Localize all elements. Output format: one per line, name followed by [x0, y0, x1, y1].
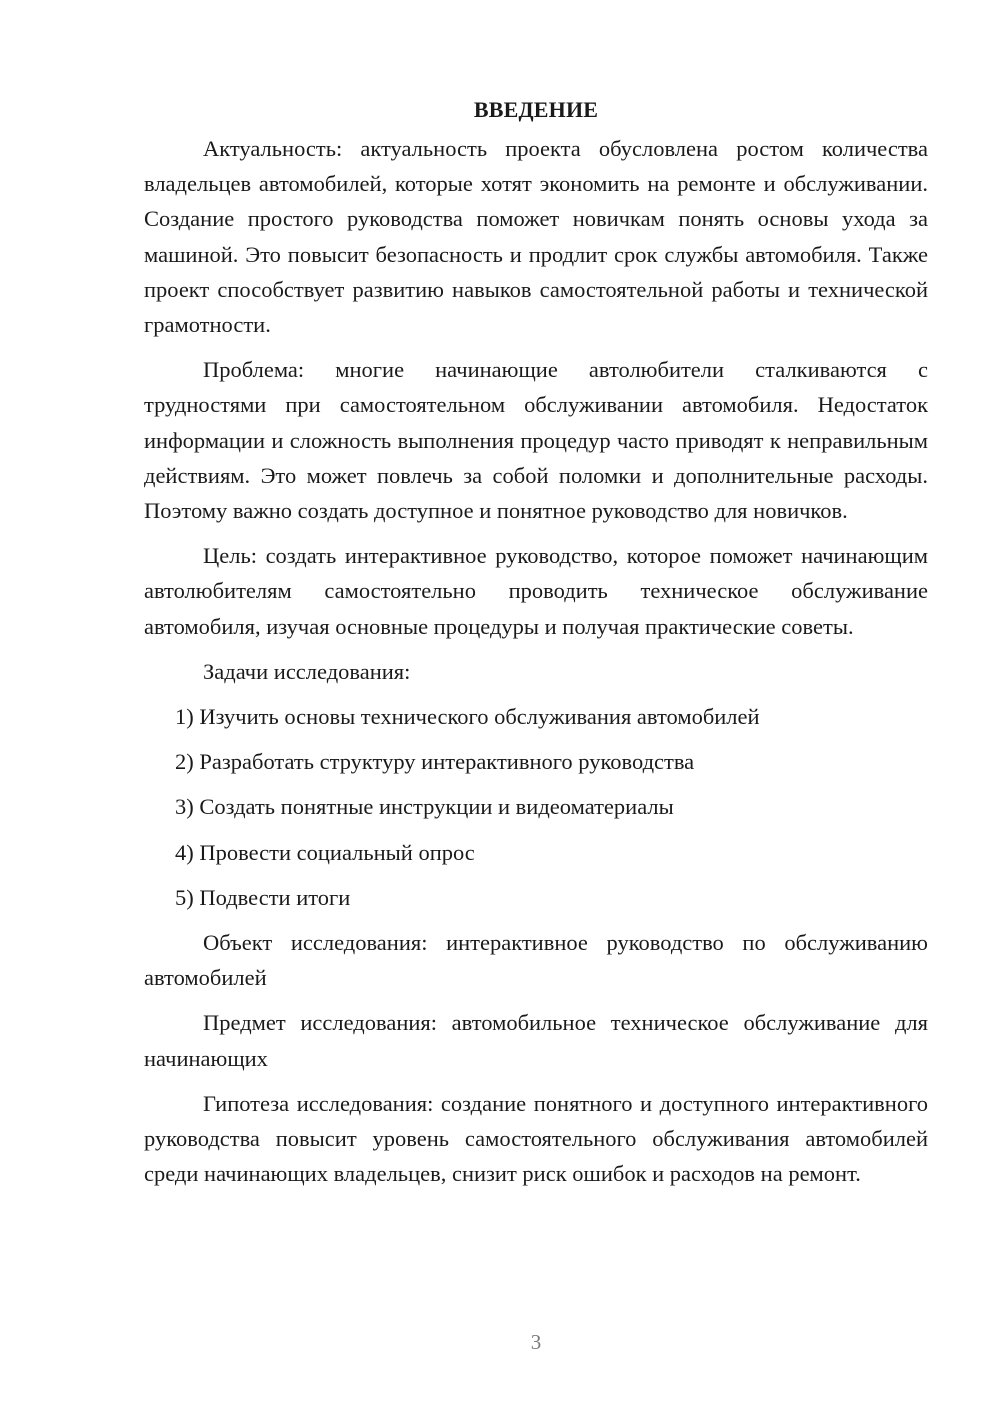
task-item-5: 5) Подвести итоги: [175, 884, 351, 910]
task-item-4: 4) Провести социальный опрос: [175, 839, 475, 865]
goal-paragraph: Цель: создать интерактивное руководство, которое поможет начинающим автолюбителям самостоятельно проводить техническое обслуживание автомобиля, изучая основные процедуры и получая практические советы.: [144, 543, 928, 639]
object-paragraph: Объект исследования: интерактивное руководство по обслуживанию автомобилей: [144, 930, 928, 991]
problem-paragraph: Проблема: многие начинающие автолюбители сталкиваются с трудностями при самостоятельном обслуживании автомобиля. Недостаток информации и сложность выполнения процедур часто приводят к неправильным действиям. Это может повлечь за собой поломки и дополнительные расходы. Поэтому важно создать доступное и понятное руководство для новичков.: [144, 357, 928, 524]
section-title: ВВЕДЕНИЕ: [473, 97, 599, 122]
relevance-paragraph: Актуальность: актуальность проекта обусловлена ростом количества владельцев автомобилей, которые хотят экономить на ремонте и обслуживании. Создание простого руководства поможет новичкам понять основы ухода за машиной. Это повысит безопасность и продлит срок службы автомобиля. Также проект способствует развитию навыков самостоятельной работы и технической грамотности.: [144, 136, 928, 338]
task-item-3: 3) Создать понятные инструкции и видеоматериалы: [175, 794, 674, 820]
document-page: [144, 92, 928, 1201]
subject-paragraph: Предмет исследования: автомобильное техническое обслуживание для начинающих: [144, 1010, 928, 1071]
tasks-list: [144, 699, 928, 915]
tasks-heading: Задачи исследования:: [203, 658, 411, 684]
page-number: 3: [530, 1330, 542, 1354]
hypothesis-paragraph: Гипотеза исследования: создание понятного и доступного интерактивного руководства повысит уровень самостоятельного обслуживания автомобилей среди начинающих владельцев, снизит риск ошибок и расходов на ремонт.: [144, 1090, 928, 1187]
task-item-1: 1) Изучить основы технического обслуживания автомобилей: [175, 704, 760, 730]
task-item-2: 2) Разработать структуру интерактивного руководства: [175, 749, 695, 775]
